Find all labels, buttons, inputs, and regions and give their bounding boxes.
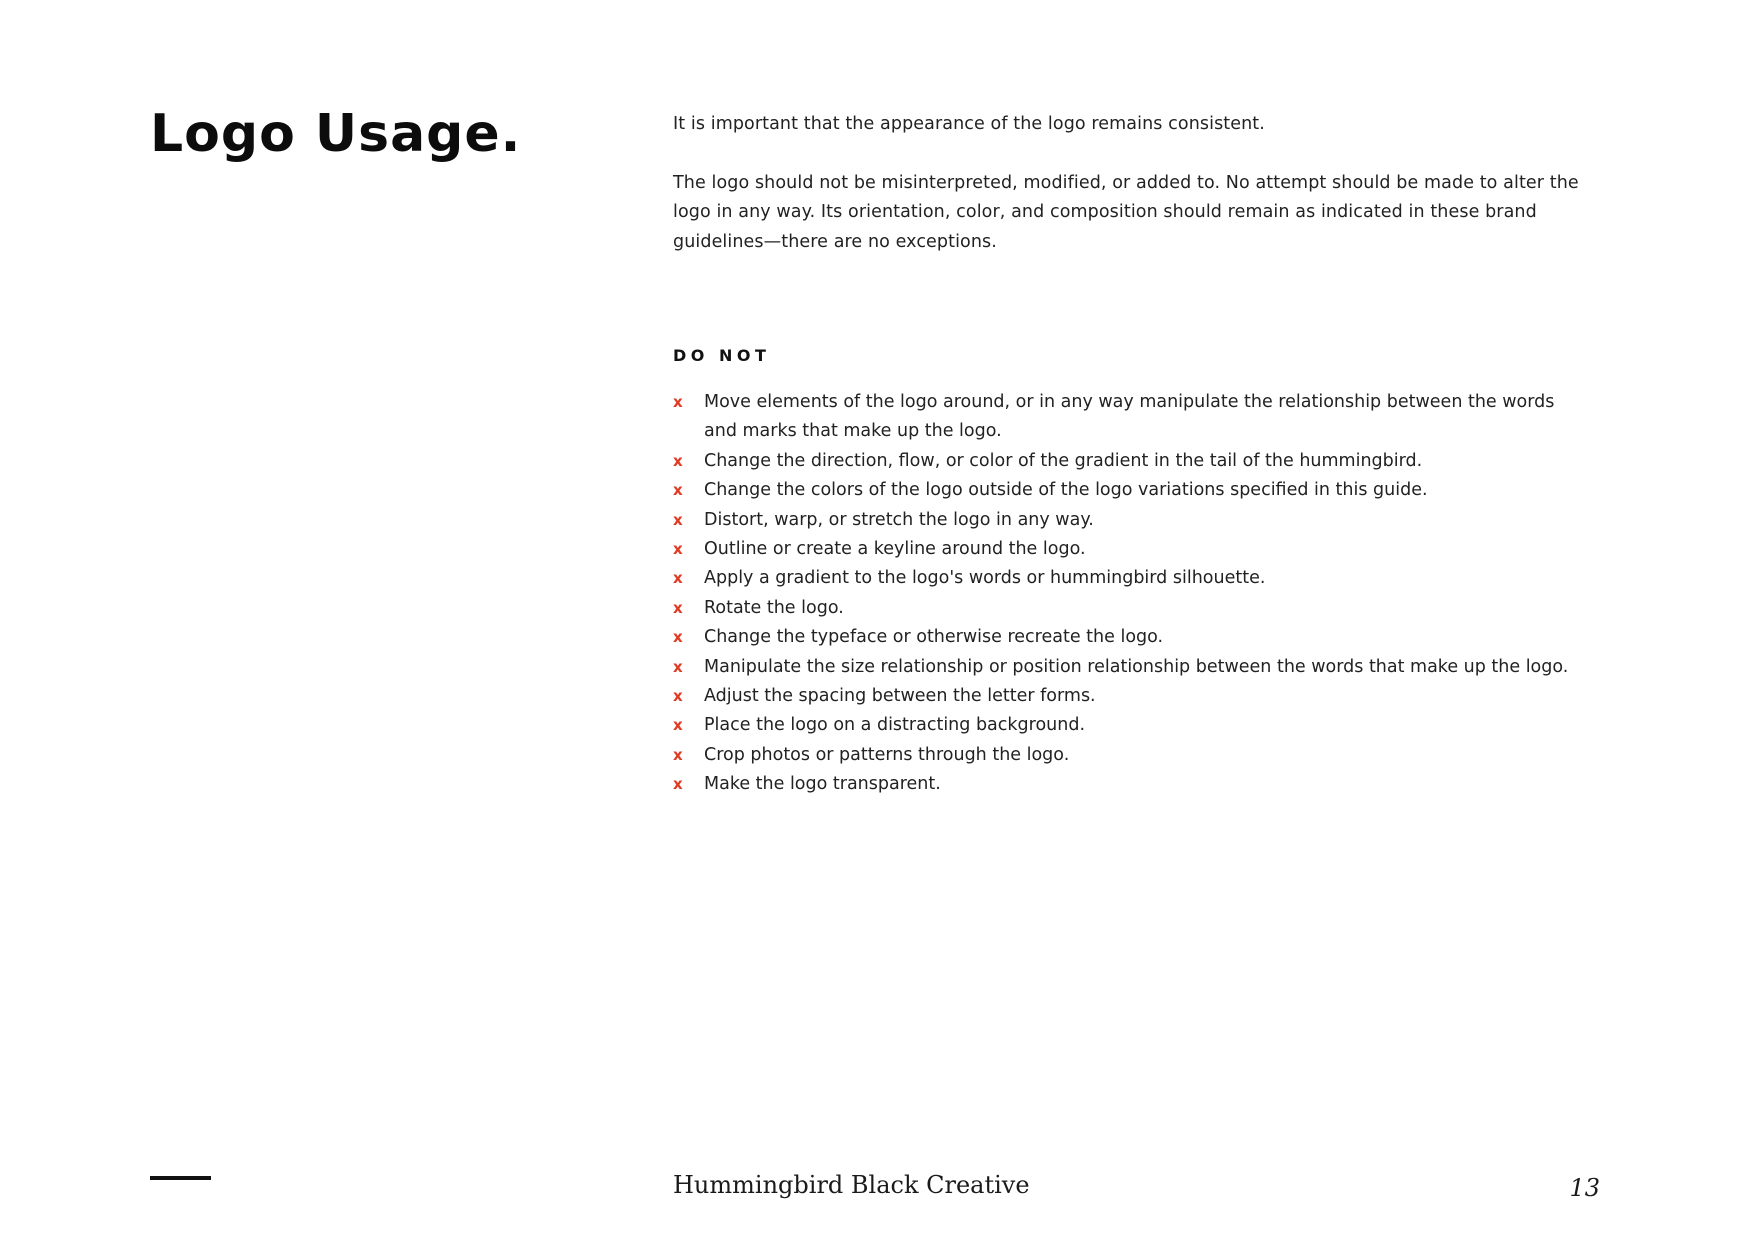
do-not-item-text: Change the typeface or otherwise recreate the logo. [704,627,1164,648]
x-icon: x [673,598,683,617]
content-column [673,110,1603,795]
x-icon: x [673,481,683,500]
x-icon: x [673,540,683,559]
do-not-item [673,653,1584,682]
do-not-item-text: Rotate the logo. [704,597,844,618]
x-icon: x [673,745,683,764]
page-number: 13 [1569,1174,1600,1202]
do-not-heading: DO NOT [673,346,771,365]
do-not-item [673,535,1584,564]
do-not-item-text: Outline or create a keyline around the logo. [704,539,1086,560]
do-not-item [673,741,1584,770]
intro-paragraph-1: It is important that the appearance of the logo remains consistent. [673,114,1265,134]
do-not-item [673,711,1584,740]
do-not-item-text: Apply a gradient to the logo's words or hummingbird silhouette. [704,568,1266,589]
do-not-item [673,388,1584,447]
x-icon: x [673,687,683,706]
do-not-item-text: Change the colors of the logo outside of the logo variations specified in this guide. [704,480,1428,501]
x-icon: x [673,716,683,735]
x-icon: x [673,569,683,588]
intro-paragraph-2: The logo should not be misinterpreted, modified, or added to. No attempt should be made to alter the logo in any way. Its orientation, color, and composition should remain as indicated in these brand guidelines—there are no exceptions. [673,172,1579,252]
do-not-item [673,476,1584,505]
page-title: Logo Usage. [150,104,522,164]
do-not-item [673,506,1584,535]
do-not-item-text: Crop photos or patterns through the logo. [704,744,1070,765]
do-not-list [673,388,1603,800]
do-not-item [673,682,1584,711]
x-icon: x [673,657,683,676]
x-icon: x [673,510,683,529]
x-icon: x [673,775,683,794]
do-not-item [673,447,1584,476]
footer-rule [150,1176,211,1180]
x-icon: x [673,628,683,647]
do-not-item-text: Move elements of the logo around, or in any way manipulate the relationship between the words and marks that make up the logo. [704,392,1555,442]
do-not-item-text: Distort, warp, or stretch the logo in any way. [704,509,1094,530]
x-icon: x [673,393,683,411]
footer-brand: Hummingbird Black Creative [673,1171,1030,1199]
do-not-item [673,564,1584,593]
do-not-item [673,770,1584,799]
do-not-item-text: Adjust the spacing between the letter forms. [704,686,1096,707]
do-not-item-text: Place the logo on a distracting background. [704,715,1086,736]
do-not-item [673,594,1584,623]
do-not-item-text: Manipulate the size relationship or position relationship between the words that make up the logo. [704,656,1569,677]
x-icon: x [673,451,683,470]
do-not-item [673,623,1584,652]
do-not-item-text: Make the logo transparent. [704,774,941,795]
do-not-item-text: Change the direction, flow, or color of the gradient in the tail of the hummingbird. [704,450,1423,471]
